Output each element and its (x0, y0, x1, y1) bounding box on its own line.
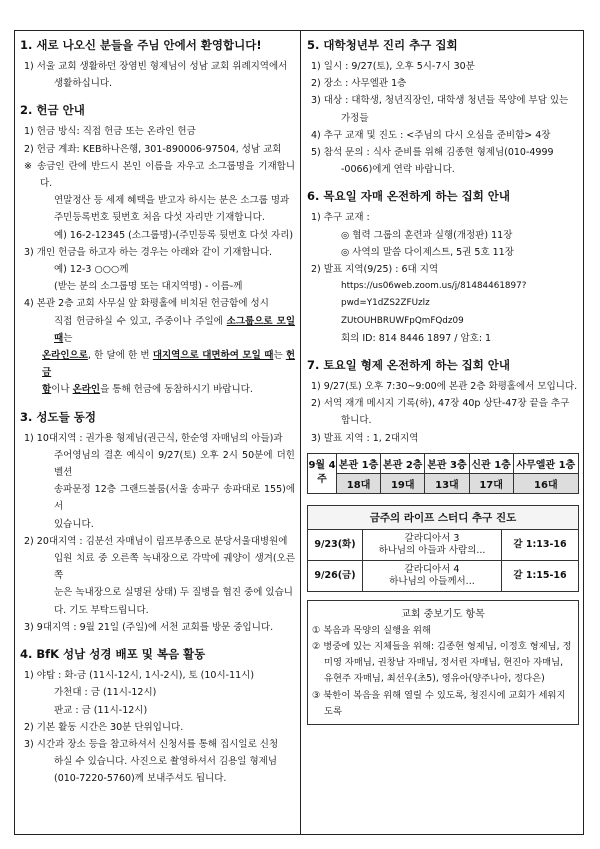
left-column (20, 34, 295, 799)
district-cell: 19대 (381, 473, 425, 493)
text-line: 4) 본관 2층 교회 사무실 앞 화평홀에 비치된 헌금함에 성시 (24, 298, 269, 310)
text-line: 1) 일시 : 9/27(토), 오후 5시-7시 30분 (311, 61, 475, 72)
text-line: 2) 발표 지역(9/25) : 6대 지역 (311, 264, 439, 276)
text-line: 1) 야탑 : 화-금 (11시-12시, 1시-2시), 토 (10시-11시) (24, 670, 255, 682)
text-line: 4) 추구 교재 및 진도 : <주님의 다시 오심을 준비함> 4장 (311, 129, 551, 141)
study-text-line: 하나님의 아들과 사람의... (378, 544, 486, 556)
text-line: 1) 헌금 방식: 직접 헌금 또는 온라인 헌금 (24, 126, 196, 138)
section-title: 6. 목요일 자매 온전하게 하는 집회 안내 (307, 189, 511, 204)
room-cell: 본관 1층 (337, 453, 381, 473)
text-line: 판교 : 금 (11시-12시) (54, 704, 148, 716)
text-line: 연말정산 등 세제 혜택을 받고자 하시는 분은 소그룹 명과 (54, 195, 290, 207)
text-line: (010-7220-5760)께 보내주셔도 됩니다. (54, 773, 227, 785)
table-row (308, 530, 578, 561)
section-title: 2. 헌금 안내 (20, 103, 85, 118)
section-title: 3. 성도들 동정 (20, 409, 96, 424)
emphasis-text: 소그룹으로 모일 때 (54, 315, 295, 344)
emphasis-text: 온라인으로 (42, 350, 88, 362)
text-line: 회의 ID: 814 8446 1897 / 암호: 1 (341, 332, 492, 344)
section-brothers-meeting (307, 358, 579, 494)
section-welcome (20, 38, 295, 92)
text-line: 다. 기도 부탁드립니다. (54, 604, 149, 616)
text-line (20, 347, 295, 381)
text-span: 직접 헌금하실 수 있고, 주중이나 주일에 (54, 315, 227, 327)
text-line: 3) 대상 : 대학생, 청년직장인, 대학생 청년들 목양에 부담 있는 (311, 95, 569, 107)
study-text-line: 갈라디아서 4 (404, 563, 460, 575)
prayer-item: ① 복음과 목양의 실행을 위해 (312, 624, 431, 636)
text-line: 2) 20대지역 : 김분선 자매님이 림프부종으로 분당서울대병원에 (24, 535, 288, 547)
text-line: 2) 헌금 계좌: KEB하나은행, 301-890006-97504, 성남 교회 (24, 143, 282, 155)
study-range: 갈 1:15-16 (502, 560, 579, 591)
text-line: 2) 기본 활동 시간은 30분 단위입니다. (24, 721, 184, 733)
table-row (308, 560, 578, 591)
emphasis-text: 온라인 (72, 384, 101, 396)
district-cell: 18대 (337, 473, 381, 493)
text-line: 합니다. (341, 415, 372, 427)
text-line: 1) 서울 교회 생활하던 장염빈 형제님이 성남 교회 위례지역에서 (24, 61, 288, 72)
study-text (363, 530, 502, 561)
section-sisters-meeting (307, 189, 579, 347)
section-title: 1. 새로 나오신 분들을 주님 안에서 환영합니다! (20, 38, 262, 52)
text-line: 3) 9대지역 : 9월 21일 (주일)에 서천 교회를 방문 중입니다. (24, 621, 274, 633)
study-range: 갈 1:13-16 (513, 538, 567, 550)
text-line: 가정들 (341, 112, 369, 124)
text-span: 이나 (51, 384, 73, 396)
text-span: 는 (63, 332, 73, 344)
section-title: 4. BfK 성남 성경 배포 및 복음 활동 (20, 647, 206, 662)
text-line: 하실 수 있습니다. 사진으로 촬영하셔서 김용일 형제님 (54, 756, 278, 768)
room-cell: 사무엘관 1층 (513, 453, 578, 473)
section-title: 5. 대학청년부 진리 추구 집회 (307, 38, 458, 52)
section-youth-meeting (307, 38, 579, 178)
life-study-title: 금주의 라이프 스터디 추구 진도 (308, 506, 578, 530)
study-date: 9/23(화) (308, 530, 363, 561)
study-date: 9/26(금) (308, 560, 363, 591)
room-cell: 신관 1층 (469, 453, 513, 473)
text-line: 가천대 : 금 (11시-12시) (54, 687, 157, 699)
section-member-news (20, 410, 295, 636)
study-text-line: 갈라디아서 3 (404, 532, 460, 544)
text-line: 눈은 녹내장으로 실명된 상태) 두 질병을 협진 중에 있습니 (54, 587, 293, 599)
prayer-title: 교회 중보기도 항목 (401, 608, 485, 620)
text-line: 주민등록번호 뒷번호 처음 다섯 자리만 기재합니다. (54, 212, 265, 224)
text-line: 3) 개인 헌금을 하고자 하는 경우는 아래와 같이 기재합니다. (24, 246, 273, 258)
text-line: ◎ 협력 그룹의 훈련과 실행(개정판) 11장 (341, 229, 513, 241)
text-line: -0066)에게 연락 바랍니다. (341, 164, 455, 176)
room-cell: 본관 3층 (425, 453, 469, 473)
text-line: 2) 서역 재개 메시지 기록(하), 47장 40p 상단-47장 끝을 추구 (311, 398, 570, 410)
right-column (307, 34, 579, 725)
text-line: 1) 9/27(토) 오후 7:30~9:00에 본관 2층 화평홀에서 모입니다. (311, 381, 578, 393)
life-study-table (308, 530, 578, 591)
section-bfk (20, 647, 295, 787)
text-span: 는 (273, 350, 286, 362)
room-cell: 본관 2층 (381, 453, 425, 473)
meeting-schedule-table (307, 453, 579, 494)
text-span: , 한 달에 한 번 (87, 350, 153, 362)
text-line: 1) 추구 교재 : (311, 212, 370, 224)
text-line: 있습니다. (54, 518, 94, 530)
column-divider (300, 30, 301, 835)
zoom-link-cont[interactable]: ZUtOUHBRUWFpQmFQdz09 (341, 315, 464, 326)
table-row (308, 453, 579, 473)
text-line: 2) 장소 : 사무엘관 1층 (311, 78, 407, 90)
text-line: 3) 시간과 장소 등을 참고하셔서 신청서를 통해 집시일로 신청 (24, 738, 279, 750)
text-line: 입원 치료 중 오른쪽 녹내장으로 각막에 궤양이 생겨(오른쪽 (54, 553, 295, 582)
text-line: ※ 송금인 란에 반드시 본인 이름을 자우고 소그룹명을 기재합니다. (24, 160, 295, 190)
zoom-link[interactable]: https://us06web.zoom.us/j/81484461897?pwd=Y1dZS2ZFUzlz (341, 281, 527, 309)
text-line: 1) 10대지역 : 권가용 형제님(권근식, 한순영 자매님의 아들)과 (24, 432, 283, 444)
section-title: 7. 토요일 형제 온전하게 하는 집회 안내 (307, 358, 511, 373)
text-line: 5) 참석 문의 : 식사 준비를 위해 김종현 형제님(010-4999 (311, 147, 554, 159)
week-cell: 9월 4주 (308, 453, 337, 493)
text-line: (받는 분의 소그룹명 또는 대지역명) - 이름-께 (54, 281, 243, 293)
district-cell: 13대 (425, 473, 469, 493)
prayer-box (307, 600, 579, 725)
section-offering (20, 103, 295, 398)
text-line (20, 313, 295, 347)
text-line: 3) 발표 지역 : 1, 2대지역 (311, 432, 419, 444)
life-study-box (307, 505, 579, 592)
text-line (20, 381, 295, 398)
text-line: 주어영님의 결혼 예식이 9/27(토) 오후 2시 50분에 더힌벨션 (54, 449, 295, 479)
emphasis-text: 함 (42, 384, 52, 396)
district-cell: 16대 (513, 473, 578, 493)
prayer-item: ③ 북한이 복음을 위해 열릴 수 있도록, 청진시에 교회가 세워지도록 (312, 689, 566, 717)
text-line: 송파문정 12층 그랜드볼룸(서울 송파구 송파대로 155)에서 (54, 484, 295, 513)
study-text (363, 560, 502, 591)
district-cell: 17대 (469, 473, 513, 493)
table-row (308, 473, 579, 493)
text-line: ◎ 사역의 말씀 다이제스트, 5권 5호 11장 (341, 246, 514, 258)
text-line: 예) 12-3 ○○○께 (54, 264, 129, 276)
prayer-item: ② 병중에 있는 지체들을 위해: 김종현 형제님, 이정호 형제님, 정미영 자매님, 권창남 자매님, 정서린 자매님, 현진아 자매님, 유현주 자매님, 최선우(초5), 영유아(양주나아, 정다은) (312, 641, 572, 685)
text-line: 예) 16-2-12345 (소그룹명)-(주민등록 뒷번호 다섯 자리) (54, 229, 294, 241)
text-span: 을 통해 헌금에 동참하시기 바랍니다. (100, 384, 253, 396)
emphasis-text: 대지역으로 대면하여 모일 때 (152, 350, 274, 362)
emphasis-text: 헌금 (42, 350, 296, 379)
study-text-line: 하나님의 아들께서... (389, 575, 475, 587)
text-line: 생활하십니다. (54, 78, 113, 90)
